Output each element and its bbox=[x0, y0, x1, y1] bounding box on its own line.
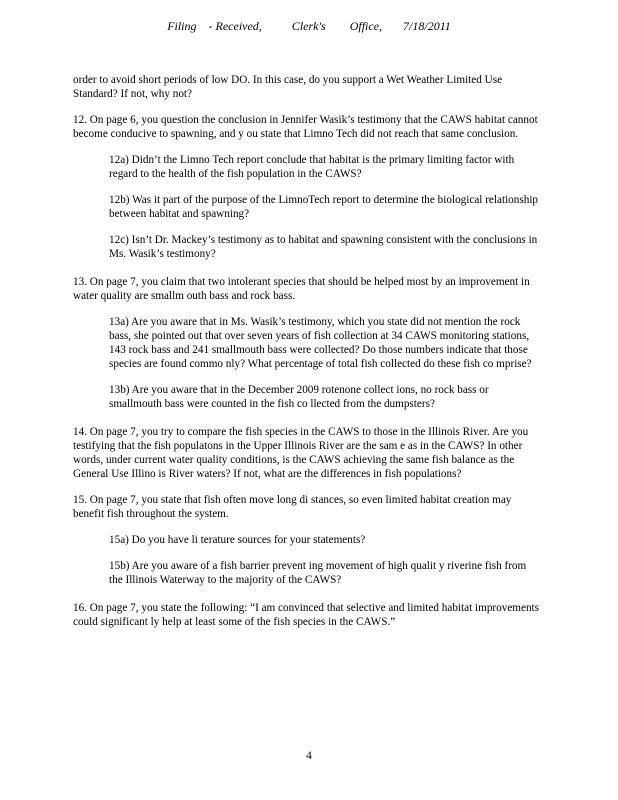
question-13: 13. On page 7, you claim that two intolerant species that should be helped most by an improvement in water quality are smallm outh bass and rock bass. bbox=[73, 276, 530, 302]
page-number: 4 bbox=[306, 750, 312, 762]
question-15: 15. On page 7, you state that fish often move long di stances, so even limited habitat creation may benefit fish throughout the system. bbox=[73, 494, 512, 520]
question-12: 12. On page 6, you question the conclusion in Jennifer Wasik’s testimony that the CAWS habitat cannot become conducive to spawning, and y ou state that Limno Tech did not reach that same conclusion. bbox=[73, 114, 538, 140]
question-13b: 13b) Are you aware that in the December 2009 rotenone collect ions, no rock bass or smallmouth bass were counted in the fish co llected from the dumpsters? bbox=[109, 384, 489, 410]
filing-stamp-header: Filing - Received, Clerk's Office, 7/18/2011 bbox=[167, 19, 451, 33]
question-12c: 12c) Isn’t Dr. Mackey’s testimony as to habitat and spawning consistent with the conclusions in Ms. Wasik’s testimony? bbox=[109, 234, 538, 260]
intro-paragraph: order to avoid short periods of low DO. In this case, do you support a Wet Weather Limited Use Standard? If not, why not? bbox=[73, 74, 503, 100]
question-15a: 15a) Do you have li terature sources for your statements? bbox=[109, 534, 366, 546]
question-14: 14. On page 7, you try to compare the fish species in the CAWS to those in the Illinois River. Are you testifying that the fish populatons in the Upper Illinois River are the sam e as in the CAWS? In other words, under current water quality conditions, is the CAWS achieving the same fish balance as the General Use Illino is River waters? If not, what are the differences in fish populations? bbox=[73, 426, 529, 480]
question-12a: 12a) Didn’t the Limno Tech report conclude that habitat is the primary limiting factor with regard to the health of the fish population in the CAWS? bbox=[109, 154, 515, 180]
question-12b: 12b) Was it part of the purpose of the LimnoTech report to determine the biological relationship between habitat and spawning? bbox=[109, 194, 539, 220]
question-16: 16. On page 7, you state the following: “I am convinced that selective and limited habitat improvements could significant ly help at least some of the fish species in the CAWS.” bbox=[73, 602, 540, 628]
question-15b: 15b) Are you aware of a fish barrier prevent ing movement of high qualit y riverine fish from the Illinois Waterway to the majority of the CAWS? bbox=[109, 560, 527, 586]
question-13a: 13a) Are you aware that in Ms. Wasik’s testimony, which you state did not mention the rock bass, she pointed out that over seven years of fish collection at 34 CAWS monitoring stations, 143 rock bass and 241 smallmouth bass were collected? Do those numbers indicate that those species are found commo nly? What percentage of total fish collected do these fish co mprise? bbox=[109, 316, 532, 370]
document-body bbox=[73, 73, 541, 641]
